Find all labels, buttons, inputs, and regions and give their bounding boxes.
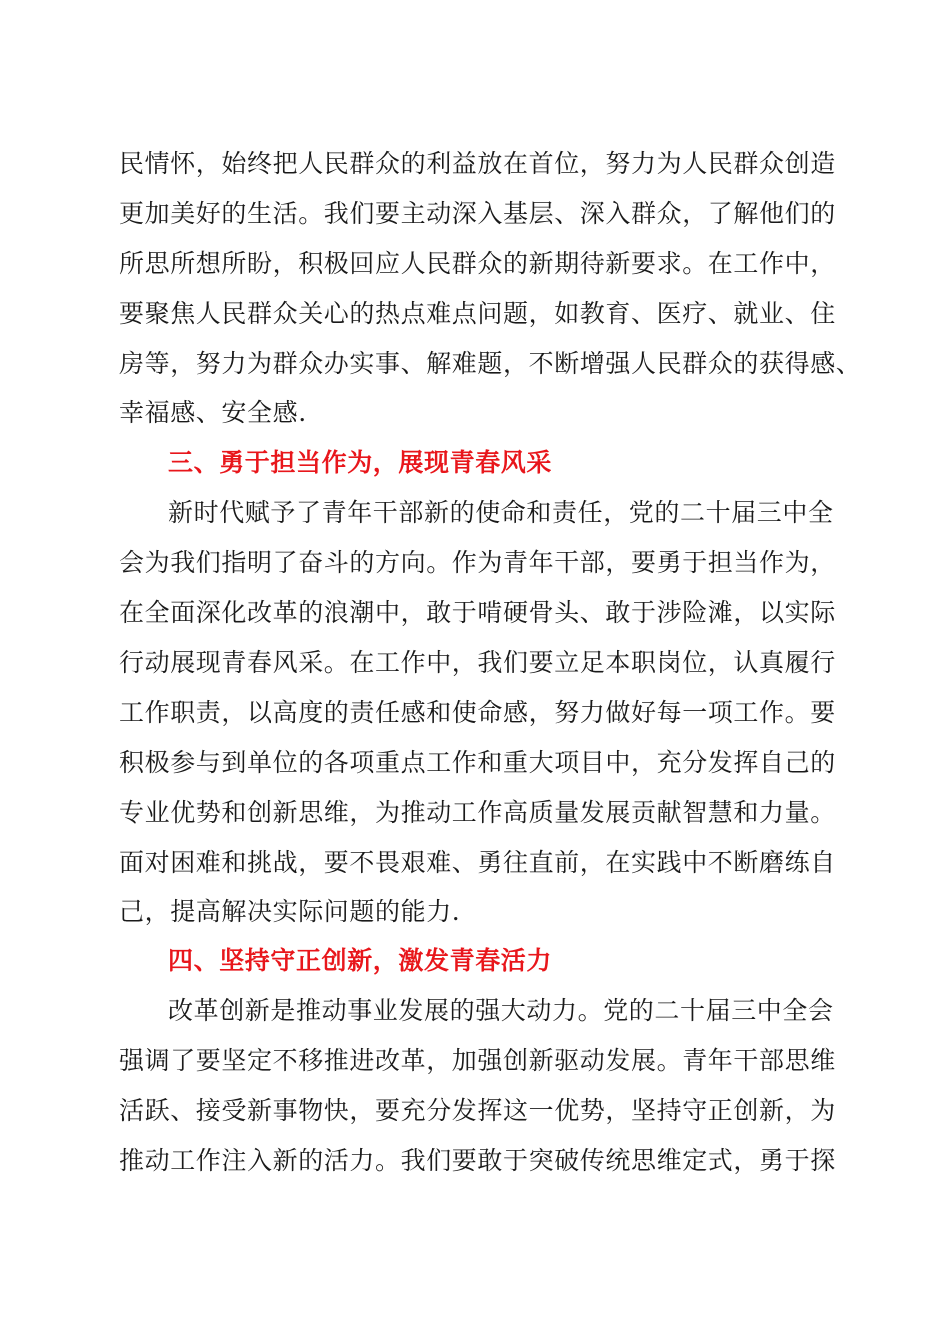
section-4-heading: 四、坚持守正创新，激发青春活力 — [168, 946, 553, 975]
paragraph-line: 积极参与到单位的各项重点工作和重大项目中，充分发挥自己的 — [119, 748, 836, 777]
paragraph-line: 所思所想所盼，积极回应人民群众的新期待新要求。在工作中， — [119, 249, 836, 278]
paragraph-line: 民情怀，始终把人民群众的利益放在首位，努力为人民群众创造 — [119, 149, 836, 178]
paragraph-line: 要聚焦人民群众关心的热点难点问题，如教育、医疗、就业、住 — [119, 299, 836, 328]
paragraph-line: 更加美好的生活。我们要主动深入基层、深入群众，了解他们的 — [119, 199, 836, 228]
paragraph-line: 强调了要坚定不移推进改革，加强创新驱动发展。青年干部思维 — [119, 1046, 836, 1075]
paragraph-line: 活跃、接受新事物快，要充分发挥这一优势，坚持守正创新，为 — [119, 1096, 836, 1125]
paragraph-line: 房等，努力为群众办实事、解难题，不断增强人民群众的获得感、 — [119, 349, 862, 378]
paragraph-line: 工作职责，以高度的责任感和使命感，努力做好每一项工作。要 — [119, 698, 836, 727]
paragraph-line: 己，提高解决实际问题的能力. — [119, 897, 461, 926]
paragraph-line: 会为我们指明了奋斗的方向。作为青年干部，要勇于担当作为， — [119, 548, 836, 577]
paragraph-line: 面对困难和挑战，要不畏艰难、勇往直前，在实践中不断磨练自 — [119, 848, 836, 877]
paragraph-line: 推动工作注入新的活力。我们要敢于突破传统思维定式，勇于探 — [119, 1146, 836, 1175]
section-3-heading: 三、勇于担当作为，展现青春风采 — [168, 448, 553, 477]
paragraph-line: 幸福感、安全感. — [119, 398, 307, 427]
paragraph-line: 在全面深化改革的浪潮中，敢于啃硬骨头、敢于涉险滩，以实际 — [119, 598, 836, 627]
paragraph-line: 专业优势和创新思维，为推动工作高质量发展贡献智慧和力量。 — [119, 798, 836, 827]
paragraph-line: 新时代赋予了青年干部新的使命和责任，党的二十届三中全 — [168, 498, 834, 527]
paragraph-line: 改革创新是推动事业发展的强大动力。党的二十届三中全会 — [168, 996, 834, 1025]
paragraph-line: 行动展现青春风采。在工作中，我们要立足本职岗位，认真履行 — [119, 648, 836, 677]
